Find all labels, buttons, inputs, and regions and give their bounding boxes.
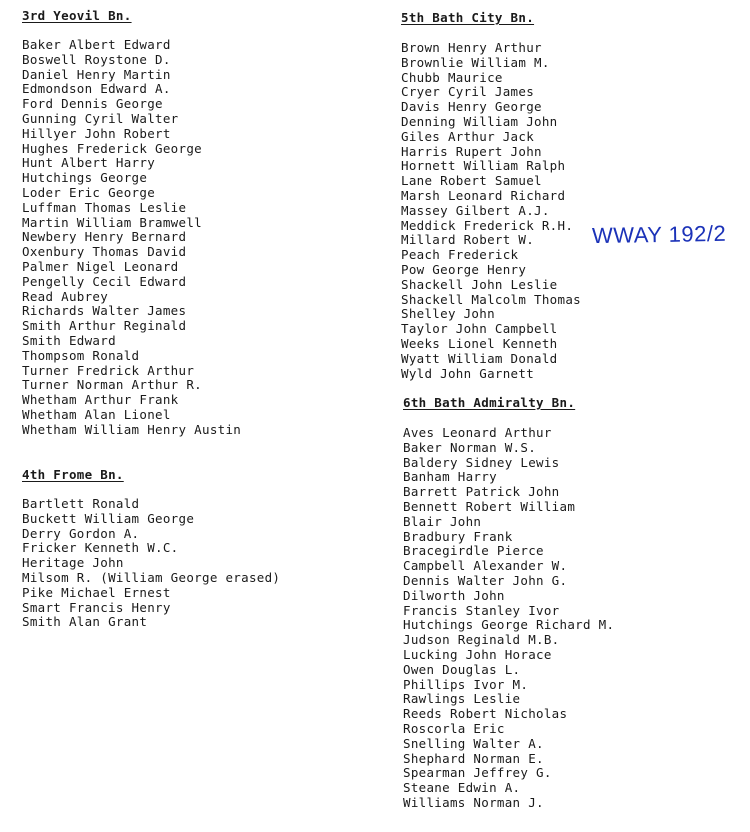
- name-entry: Palmer Nigel Leonard: [22, 258, 179, 274]
- name-entry: Bradbury Frank: [403, 528, 513, 544]
- name-entry: Turner Fredrick Arthur: [22, 362, 195, 378]
- name-entry: Baldery Sidney Lewis: [403, 454, 560, 470]
- name-entry: Judson Reginald M.B.: [403, 632, 560, 648]
- name-entry: Francis Stanley Ivor: [403, 602, 560, 618]
- name-entry: Lane Robert Samuel: [401, 173, 542, 189]
- name-entry: Richards Walter James: [22, 303, 187, 319]
- name-entry: Spearman Jeffrey G.: [403, 765, 552, 781]
- name-entry: Cryer Cyril James: [401, 84, 535, 100]
- name-entry: Whetham Alan Lionel: [22, 406, 171, 422]
- name-entry: Turner Norman Arthur R.: [22, 377, 202, 393]
- name-list-frome: [22, 497, 280, 630]
- name-entry: Hunt Albert Harry: [22, 155, 156, 171]
- name-entry: Blair John: [403, 513, 482, 529]
- name-entry: Millard Robert W.: [401, 232, 535, 248]
- name-entry: Owen Douglas L.: [403, 661, 521, 677]
- name-entry: Harris Rupert John: [401, 143, 542, 159]
- name-entry: Daniel Henry Martin: [22, 66, 171, 82]
- name-entry: Campbell Alexander W.: [403, 558, 568, 574]
- name-entry: Baker Norman W.S.: [403, 439, 537, 455]
- section-title-yeovil: 3rd Yeovil Bn.: [22, 8, 132, 23]
- name-entry: Derry Gordon A.: [22, 525, 140, 541]
- name-entry: Smith Arthur Reginald: [22, 318, 187, 334]
- name-entry: Hillyer John Robert: [22, 125, 171, 141]
- name-entry: Giles Arthur Jack: [401, 128, 535, 144]
- name-entry: Hornett William Ralph: [401, 158, 566, 174]
- name-entry: Williams Norman J.: [403, 794, 544, 810]
- name-entry: Dilworth John: [403, 587, 505, 603]
- handwritten-reference-note: WWAY 192/2: [591, 220, 727, 249]
- name-entry: Peach Frederick: [401, 247, 519, 263]
- name-entry: Martin William Bramwell: [22, 214, 202, 230]
- name-entry: Thompsom Ronald: [22, 347, 140, 363]
- name-entry: Milsom R. (William George erased): [22, 569, 281, 585]
- name-entry: Brownlie William M.: [401, 54, 550, 70]
- name-entry: Shelley John: [401, 306, 495, 322]
- name-entry: Smart Francis Henry: [22, 599, 171, 615]
- name-entry: Hutchings George Richard M.: [403, 617, 615, 633]
- name-entry: Bracegirdle Pierce: [403, 543, 544, 559]
- name-entry: Reeds Robert Nicholas: [403, 706, 568, 722]
- name-entry: Barrett Patrick John: [403, 484, 560, 500]
- name-entry: Shackell John Leslie: [401, 276, 558, 292]
- name-entry: Bennett Robert William: [403, 498, 576, 514]
- name-entry: Chubb Maurice: [401, 69, 503, 85]
- name-entry: Phillips Ivor M.: [403, 676, 529, 692]
- name-entry: Bartlett Ronald: [22, 496, 140, 511]
- name-entry: Whetham Arthur Frank: [22, 392, 179, 408]
- section-title-bath-city: 5th Bath City Bn.: [401, 10, 535, 25]
- name-entry: Whetham William Henry Austin: [22, 421, 242, 437]
- name-entry: Aves Leonard Arthur: [403, 425, 552, 440]
- name-entry: Pengelly Cecil Edward: [22, 273, 187, 289]
- name-entry: Oxenbury Thomas David: [22, 244, 187, 260]
- name-entry: Fricker Kenneth W.C.: [22, 540, 179, 556]
- name-entry: Newbery Henry Bernard: [22, 229, 187, 245]
- name-entry: Lucking John Horace: [403, 646, 552, 662]
- name-entry: Buckett William George: [22, 510, 195, 526]
- name-entry: Luffman Thomas Leslie: [22, 199, 187, 215]
- name-entry: Roscorla Eric: [403, 720, 505, 736]
- name-entry: Rawlings Leslie: [403, 691, 521, 707]
- name-entry: Hughes Frederick George: [22, 140, 202, 156]
- name-entry: Wyatt William Donald: [401, 350, 558, 366]
- name-entry: Denning William John: [401, 113, 558, 129]
- name-entry: Shephard Norman E.: [403, 750, 544, 766]
- name-entry: Weeks Lionel Kenneth: [401, 335, 558, 351]
- name-entry: Boswell Roystone D.: [22, 51, 171, 67]
- name-entry: Pow George Henry: [401, 261, 527, 277]
- section-title-bath-admiralty: 6th Bath Admiralty Bn.: [403, 395, 576, 410]
- name-entry: Gunning Cyril Walter: [22, 110, 179, 126]
- name-entry: Banham Harry: [403, 469, 497, 485]
- name-entry: Wyld John Garnett: [401, 365, 535, 381]
- name-list-bath-city: [401, 41, 581, 381]
- name-list-yeovil: [22, 38, 241, 438]
- name-entry: Pike Michael Ernest: [22, 584, 171, 600]
- name-entry: Taylor John Campbell: [401, 321, 558, 337]
- name-entry: Shackell Malcolm Thomas: [401, 291, 581, 307]
- name-entry: Dennis Walter John G.: [403, 572, 568, 588]
- name-entry: Smith Alan Grant: [22, 614, 148, 630]
- name-list-bath-admiralty: [403, 426, 614, 811]
- name-entry: Brown Henry Arthur: [401, 40, 542, 55]
- name-entry: Heritage John: [22, 555, 124, 571]
- name-entry: Baker Albert Edward: [22, 37, 171, 52]
- name-entry: Hutchings George: [22, 170, 148, 186]
- name-entry: Snelling Walter A.: [403, 735, 544, 751]
- name-entry: Davis Henry George: [401, 99, 542, 115]
- name-entry: Edmondson Edward A.: [22, 81, 171, 97]
- name-entry: Loder Eric George: [22, 184, 156, 200]
- name-entry: Massey Gilbert A.J.: [401, 202, 550, 218]
- name-entry: Ford Dennis George: [22, 96, 163, 112]
- name-entry: Meddick Frederick R.H.: [401, 217, 574, 233]
- name-entry: Read Aubrey: [22, 288, 109, 304]
- section-title-frome: 4th Frome Bn.: [22, 467, 124, 482]
- name-entry: Steane Edwin A.: [403, 780, 521, 796]
- name-entry: Smith Edward: [22, 332, 116, 348]
- name-entry: Marsh Leonard Richard: [401, 187, 566, 203]
